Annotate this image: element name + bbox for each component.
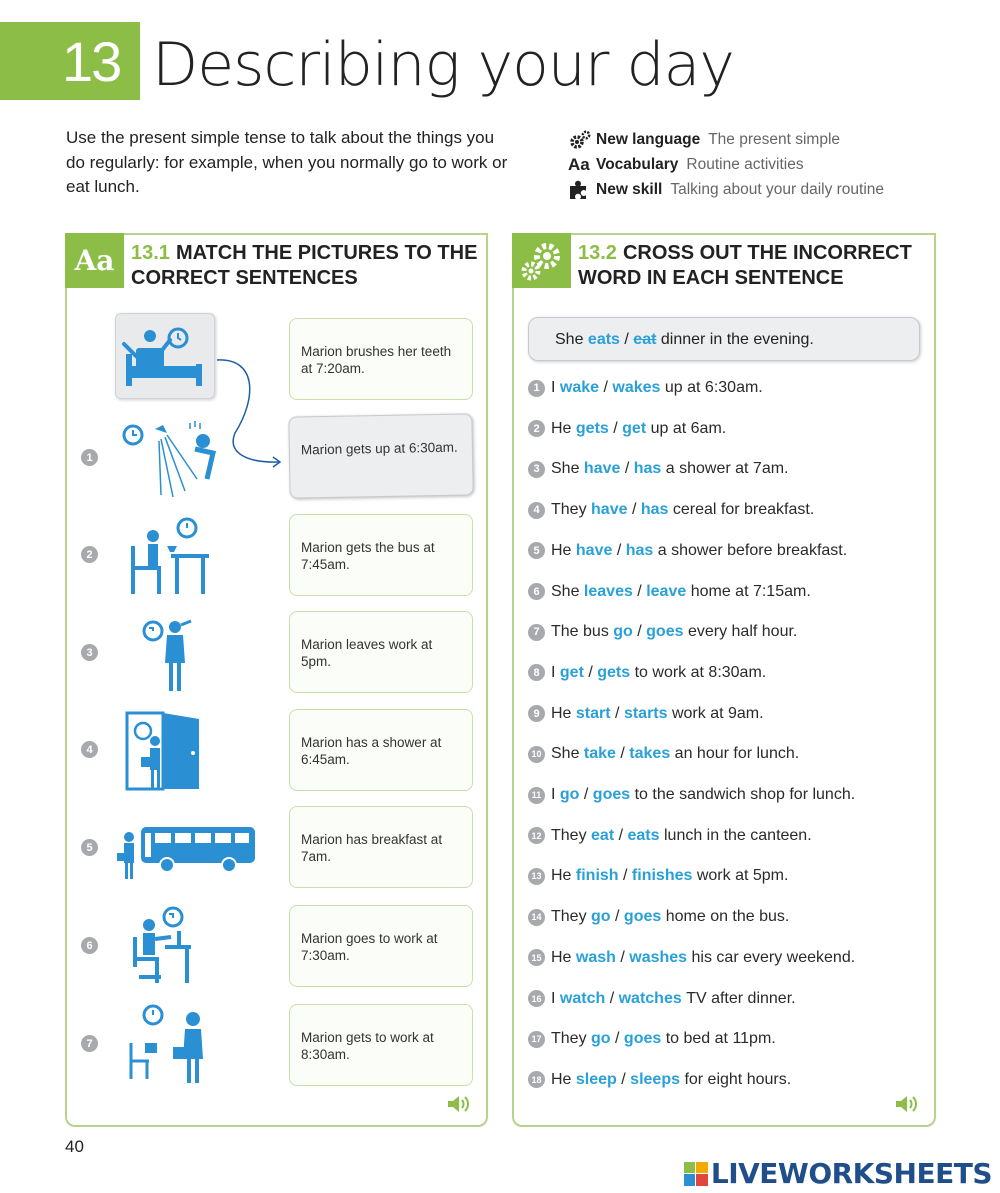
meta-vocabulary [568,152,884,177]
option-b[interactable]: wakes [612,379,661,396]
sentence-end: his car every weekend. [691,948,856,966]
option-b[interactable]: get [622,419,647,437]
option-b[interactable]: goes [592,786,631,803]
sentence-end: to bed at 11pm. [665,1030,776,1048]
waking-up-icon [116,314,216,400]
option-a[interactable]: go [591,1030,611,1048]
sentence-box[interactable]: Marion gets to work at 8:30am. [289,1004,473,1086]
option-a[interactable]: have [583,460,621,478]
sentence-end: TV after dinner. [686,989,796,1007]
sentence-end: home at 7:15am. [690,582,811,600]
meta-value: Talking about your daily routine [670,181,885,198]
sentence-end: to the sandwich shop for lunch. [634,786,856,803]
option-b-crossed-out: eat [633,331,657,348]
option-a[interactable]: go [591,908,611,926]
brand-logo-icon [684,1162,708,1186]
sentence-start: I [551,379,556,396]
sentence-end: up at 6am. [650,419,727,437]
sentence-start: He [551,541,572,559]
picture-number: 1 [81,449,98,466]
item-number: 2 [528,420,545,437]
picture-number: 5 [81,839,98,856]
audio-speaker-icon[interactable] [894,1093,920,1115]
exercise-item: 8 I get / gets to work at 8:30am. [528,661,766,685]
sentence-start: She [551,460,580,478]
exercise-item: 17 They go / goes to bed at 11pm. [528,1027,776,1051]
sentence-end: cereal for breakfast. [672,501,815,519]
exercise-item: 7 The bus go / goes every half hour. [528,620,797,644]
sentence-box[interactable]: Marion gets the bus at 7:45am. [289,514,473,596]
option-a[interactable]: leaves [583,582,633,600]
exercise-item: 11 I go / goes to the sandwich shop for lunch. [528,783,855,807]
leaving-work-icon[interactable] [115,1003,255,1085]
sentence-end: to work at 8:30am. [634,663,767,681]
brand-name: LIVEWORKSHEETS [710,1157,992,1190]
brushing-teeth-icon[interactable] [115,613,255,695]
sentence-end: work at 5pm. [696,867,789,885]
item-number: 15 [528,949,545,966]
item-number: 5 [528,542,545,559]
option-b[interactable]: eats [627,826,660,844]
sentence-end: a shower at 7am. [665,460,789,478]
meta-key: New language [596,131,701,148]
exercise-item: 13 He finish / finishes work at 5pm. [528,864,788,888]
breakfast-icon[interactable] [115,516,255,598]
item-number: 11 [528,787,545,804]
option-b[interactable]: watches [618,989,682,1007]
sentence-end: home on the bus. [665,908,790,926]
page-title: Describing your day [152,30,734,100]
sample-sentence-box: Marion gets up at 6:30am. [288,413,473,498]
option-b[interactable]: has [625,541,654,559]
sentence-box[interactable]: Marion has a shower at 6:45am. [289,709,473,791]
sentence-start: She [555,331,584,348]
exercise-item: 9 He start / starts work at 9am. [528,702,764,726]
gear-icon [568,130,596,150]
option-a[interactable]: eat [591,826,615,844]
exercise-item: 10 She take / takes an hour for lunch. [528,742,799,766]
lesson-meta [568,127,884,202]
office-desk-icon[interactable] [115,905,255,987]
item-number: 12 [528,827,545,844]
option-b[interactable]: has [640,501,669,519]
option-a[interactable]: finish [575,867,619,885]
exercise-13-1-panel [65,233,488,1127]
exercise-title: CROSS OUT THE INCORRECT WORD IN EACH SENTENCE [578,242,912,289]
item-number: 8 [528,664,545,681]
aa-icon: Aa [568,155,590,174]
sentence-start: The bus [551,623,609,641]
exercise-item: 14 They go / goes home on the bus. [528,905,789,929]
option-a[interactable]: have [591,501,628,519]
exercise-item: 4 They have / has cereal for breakfast. [528,498,814,522]
sentence-start: He [551,704,572,722]
exercise-13-2-panel [512,233,936,1127]
sentence-end: a shower before breakfast. [657,541,848,559]
item-number: 17 [528,1031,545,1048]
sentence-end: for eight hours. [684,1070,792,1088]
sentence-start: She [551,582,580,600]
option-a[interactable]: gets [575,419,609,437]
leaving-home-icon[interactable] [115,711,255,793]
sentence-start: I [551,989,556,1007]
exercise-heading [578,241,934,291]
option-a[interactable]: watch [559,989,606,1007]
item-number: 1 [528,380,545,397]
sentence-start: She [551,745,580,763]
picture-number: 6 [81,937,98,954]
option-b[interactable]: goes [646,623,684,641]
sentence-box[interactable]: Marion brushes her teeth at 7:20am. [289,318,473,400]
item-number: 16 [528,990,545,1007]
sentence-box[interactable]: Marion has breakfast at 7am. [289,806,473,888]
exercise-item: 12 They eat / eats lunch in the canteen. [528,824,812,848]
option-a[interactable]: start [575,704,611,722]
sentence-end: an hour for lunch. [674,745,800,763]
panel-top-border [124,233,488,235]
item-number: 6 [528,583,545,600]
exercise-item: 2 He gets / get up at 6am. [528,417,726,441]
sentence-start: They [551,501,587,519]
exercise-item: 1 I wake / wakes up at 6:30am. [528,376,763,400]
option-b[interactable]: takes [629,745,671,763]
sentence-end: lunch in the canteen. [663,826,812,844]
item-number: 18 [528,1071,545,1088]
exercise-number: 13.1 [131,242,170,264]
sample-picture-waking-up [115,313,215,399]
liveworksheets-logo [684,1157,992,1190]
meta-value: Routine activities [686,156,804,173]
item-number: 4 [528,502,545,519]
panel-top-border [571,233,936,235]
option-b[interactable]: goes [623,908,662,926]
option-b[interactable]: leave [646,582,687,600]
option-b[interactable]: goes [623,1030,662,1048]
option-a[interactable]: go [613,623,633,641]
picture-number: 3 [81,644,98,661]
exercise-heading [131,241,486,291]
shower-icon[interactable] [115,419,255,501]
exercise-item: 5 He have / has a shower before breakfast. [528,539,847,563]
meta-value: The present simple [708,131,841,148]
sentence-start: They [551,908,587,926]
gears-tab-icon [512,233,571,288]
chapter-number: 13 [62,30,121,93]
option-b[interactable]: has [633,460,662,478]
option-a: eats [587,331,620,348]
option-a[interactable]: go [559,786,580,803]
sentence-start: They [551,826,587,844]
exercise-item: 16 I watch / watches TV after dinner. [528,987,796,1011]
option-a[interactable]: get [559,663,584,681]
puzzle-icon [568,180,596,200]
exercise-item: 6 She leaves / leave home at 7:15am. [528,580,811,604]
sentence-end: every half hour. [687,623,798,641]
audio-speaker-icon[interactable] [446,1093,472,1115]
option-b[interactable]: sleeps [630,1070,680,1088]
item-number: 14 [528,909,545,926]
item-number: 9 [528,705,545,722]
sample-sentence: She eats / eat dinner in the evening. [528,317,920,361]
exercise-item: 15 He wash / washes his car every weekend. [528,946,855,970]
sentence-start: He [551,419,572,437]
vocabulary-tab-icon: Aa [65,233,124,288]
sentence-end: dinner in the evening. [660,331,814,348]
option-a[interactable]: wash [575,948,616,966]
page-number: 40 [65,1137,84,1156]
sentence-start: They [551,1030,587,1048]
option-a[interactable]: sleep [575,1070,617,1088]
sentence-start: He [551,1070,572,1088]
item-number: 10 [528,746,545,763]
meta-key: Vocabulary [596,156,679,173]
item-number: 3 [528,461,545,478]
picture-number: 4 [81,741,98,758]
option-b[interactable]: starts [623,704,668,722]
item-number: 7 [528,624,545,641]
option-a[interactable]: have [575,541,613,559]
option-b[interactable]: washes [629,948,688,966]
sentence-box[interactable]: Marion leaves work at 5pm. [289,611,473,693]
exercise-item: 18 He sleep / sleeps for eight hours. [528,1068,791,1092]
option-b[interactable]: gets [597,663,631,681]
item-number: 13 [528,868,545,885]
meta-new-skill [568,177,884,202]
sentence-start: He [551,867,572,885]
sentence-end: work at 9am. [671,704,764,722]
option-a[interactable]: wake [559,379,600,396]
intro-text: Use the present simple tense to talk about the things you do regularly: for example, when you normally go to work or eat lunch. [66,128,508,196]
picture-number: 7 [81,1035,98,1052]
bus-icon[interactable] [115,809,255,891]
sentence-end: up at 6:30am. [664,379,763,396]
exercise-item: 3 She have / has a shower at 7am. [528,457,789,481]
option-a[interactable]: take [583,745,616,763]
sentence-box[interactable]: Marion goes to work at 7:30am. [289,905,473,987]
sentence-start: I [551,663,556,681]
picture-number: 2 [81,546,98,563]
exercise-title: MATCH THE PICTURES TO THE CORRECT SENTENCES [131,242,478,289]
sentence-start: He [551,948,572,966]
sentence-start: I [551,786,556,803]
option-b[interactable]: finishes [631,867,693,885]
meta-key: New skill [596,181,663,198]
meta-new-language [568,127,884,152]
exercise-number: 13.2 [578,242,617,264]
